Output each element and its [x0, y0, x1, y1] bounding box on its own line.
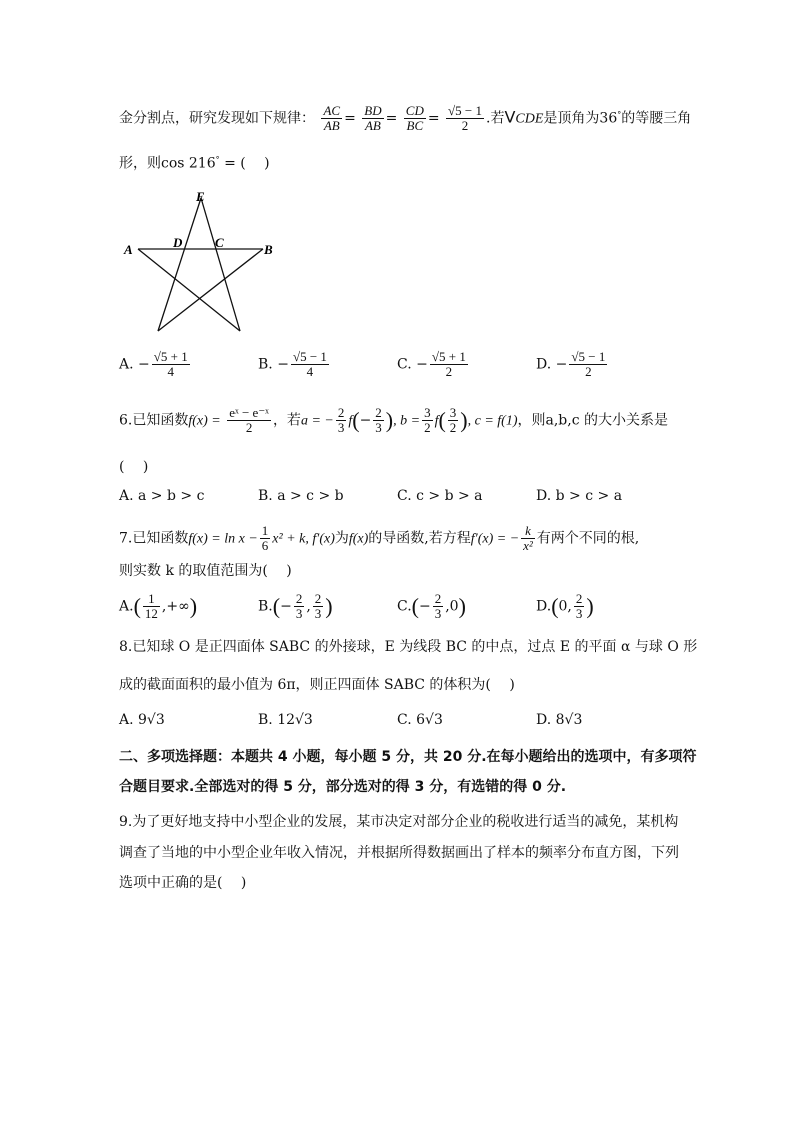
pentagram-figure — [118, 186, 278, 336]
q7-line-2: 则实数 k 的取值范围为( ) — [119, 563, 292, 579]
segment-b-bottomleft — [158, 249, 263, 331]
segment-a-bottomright — [138, 249, 240, 331]
label-d: D — [173, 235, 183, 250]
q5-option-c[interactable]: C. − $\frac{√5 + 1}{2}$ — [397, 349, 466, 379]
q7-option-a[interactable]: A.( $\frac{1}{12}$ ,+∞) — [119, 591, 198, 621]
q5-line-2: 形，则cos 216° = ( ) — [119, 155, 270, 172]
q8-line-1: 8.已知球 O 是正四面体 SABC 的外接球，E 为线段 BC 的中点，过点 E 的平面 α 与球 O 形 — [119, 639, 698, 655]
label-e: E — [196, 189, 205, 204]
q7-option-b[interactable]: B.(− $\frac{2}{3}$ , $\frac{2}{3}$ ) — [258, 591, 333, 621]
q8-option-c[interactable]: C. 6√3 — [397, 712, 443, 728]
ratio-bd-ab: $\frac{BD}{AB}$ — [364, 103, 382, 133]
q7-option-c[interactable]: C.(− $\frac{2}{3}$ ,0) — [397, 591, 466, 621]
label-c: C — [215, 235, 224, 250]
q9-line-2: 调查了当地的中小型企业年收入情况，并根据所得数据画出了样本的频率分布直方图，下列 — [119, 845, 679, 861]
ratio-ac-ab: $\frac{AC}{AB}$ — [323, 103, 341, 133]
q5-option-d[interactable]: D. − $\frac{√5 - 1}{2}$ — [536, 349, 606, 379]
section2-heading-1: 二、多项选择题：本题共 4 小题，每小题 5 分，共 20 分.在每小题给出的选项中，有多项符 — [119, 749, 697, 765]
segment-e-bottomleft — [158, 198, 201, 331]
section2-heading-2: 合题目要求.全部选对的得 5 分，部分选对的得 3 分，有选错的得 0 分. — [119, 779, 567, 795]
q8-line-2: 成的截面面积的最小值为 6π，则正四面体 SABC 的体积为( ) — [119, 677, 515, 693]
q5-option-a[interactable]: A. − $\frac{√5 + 1}{4}$ — [119, 349, 188, 379]
q5-line-1: 金分割点，研究发现如下规律： $\frac{AC}{AB}$ = $\frac{BD}{AB}$ = $\frac{CD}{BC}$ = $\frac{√5 - 1}{2}$ .若VCDE是顶角为36°的等腰三角 — [119, 103, 692, 133]
q6-stem: 6.已知函数f(x) = $\frac{\text{eˣ − e⁻ˣ}}{2}$ ，若a = − $\frac{2}{3}$ f(− $\frac{2}{3}$ ), b = $\frac{3}{2}$ f( $\frac{3}{2}$ ), c = f(1)，则a,b,c 的大小关系是 — [119, 405, 668, 435]
q5-intro-text: 金分割点，研究发现如下规律： — [119, 110, 315, 127]
q6-paren: ( ) — [119, 459, 149, 475]
q6-option-d[interactable]: D. b > c > a — [536, 488, 623, 504]
label-b: B — [264, 242, 273, 257]
q6-option-a[interactable]: A. a > b > c — [119, 488, 205, 504]
q8-option-a[interactable]: A. 9√3 — [119, 712, 165, 728]
segment-e-bottomright — [201, 198, 240, 331]
q9-line-3: 选项中正确的是( ) — [119, 875, 247, 891]
q9-line-1: 9.为了更好地支持中小型企业的发展，某市决定对部分企业的税收进行适当的减免，某机构 — [119, 814, 679, 830]
q7-stem: 7.已知函数f(x) = ln x − $\frac{1}{6}$ x² + k, f′(x)为f(x)的导函数,若方程f′(x) = − $\frac{k}{\text{x²}}$ 有两个不同的根, — [119, 523, 640, 553]
q7-option-d[interactable]: D.(0, $\frac{2}{3}$ ) — [536, 591, 594, 621]
q5-option-b[interactable]: B. − $\frac{√5 - 1}{4}$ — [258, 349, 327, 379]
ratio-cd-bc: $\frac{CD}{BC}$ — [405, 103, 424, 133]
golden-ratio-value: $\frac{√5 - 1}{2}$ — [448, 103, 483, 133]
q6-option-c[interactable]: C. c > b > a — [397, 488, 483, 504]
q6-option-b[interactable]: B. a > c > b — [258, 488, 344, 504]
label-a: A — [124, 242, 133, 257]
q8-option-d[interactable]: D. 8√3 — [536, 712, 583, 728]
q8-option-b[interactable]: B. 12√3 — [258, 712, 313, 728]
